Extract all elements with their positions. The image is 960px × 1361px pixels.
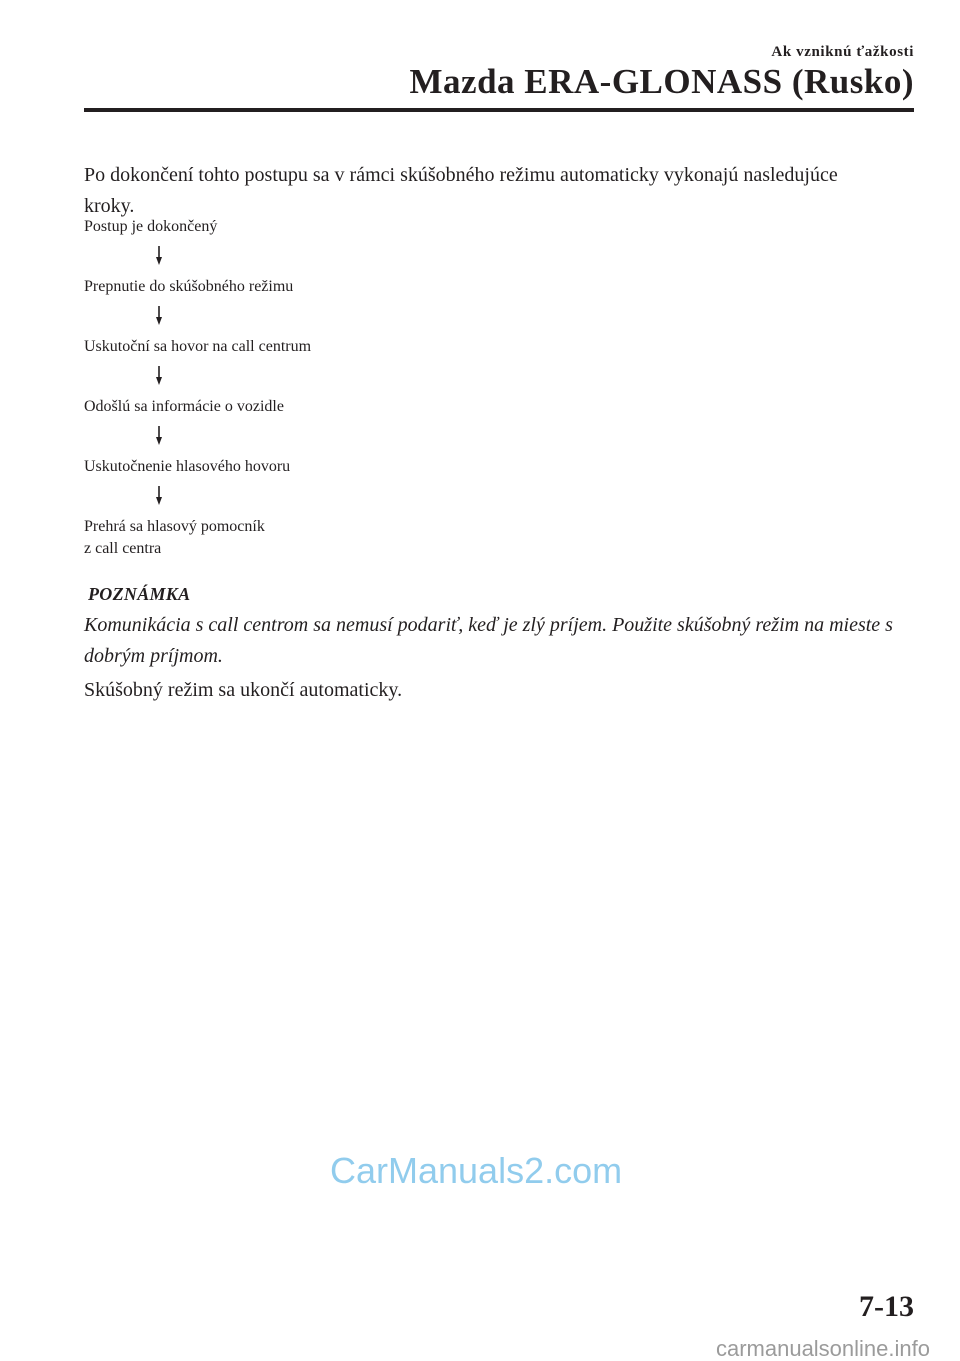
down-arrow-icon <box>155 486 163 506</box>
flow-step: Uskutoční sa hovor na call centrum <box>84 338 312 355</box>
down-arrow-icon <box>155 366 163 386</box>
page-number: 7-13 <box>859 1290 914 1323</box>
flow-step: Uskutočnenie hlasového hovoru <box>84 458 291 475</box>
note-heading: POZNÁMKA <box>88 584 191 604</box>
footer-watermark: carmanualsonline.info <box>715 1336 930 1361</box>
down-arrow-icon <box>155 426 163 446</box>
flow-arrow <box>84 238 484 276</box>
flow-step: Prehrá sa hlasový pomocník z call centra <box>84 518 265 557</box>
down-arrow-icon <box>155 306 163 326</box>
header-divider <box>84 108 914 112</box>
section-subtitle: Ak vzniknú ťažkosti <box>771 44 914 60</box>
watermark: CarManuals2.com <box>330 1150 623 1191</box>
closing-paragraph: Skúšobný režim sa ukončí automaticky. <box>84 679 403 701</box>
flow-arrow <box>84 478 484 516</box>
flow-arrow <box>84 358 484 396</box>
flow-step: Prepnutie do skúšobného režimu <box>84 278 294 295</box>
flow-step: Odošlú sa informácie o vozidle <box>84 398 284 415</box>
down-arrow-icon <box>155 246 163 266</box>
flow-arrow <box>84 298 484 336</box>
note-text: Komunikácia s call centrom sa nemusí podariť, keď je zlý príjem. Použite skúšobný režim na mieste s dobrým príjmom. <box>84 614 893 667</box>
flow-step: Postup je dokončený <box>84 218 218 235</box>
process-flow <box>84 216 484 560</box>
flow-arrow <box>84 418 484 456</box>
intro-paragraph: Po dokončení tohto postupu sa v rámci skúšobného režimu automaticky vykonajú nasledujúce kroky. <box>84 164 838 217</box>
page-title: Mazda ERA-GLONASS (Rusko) <box>409 62 914 101</box>
